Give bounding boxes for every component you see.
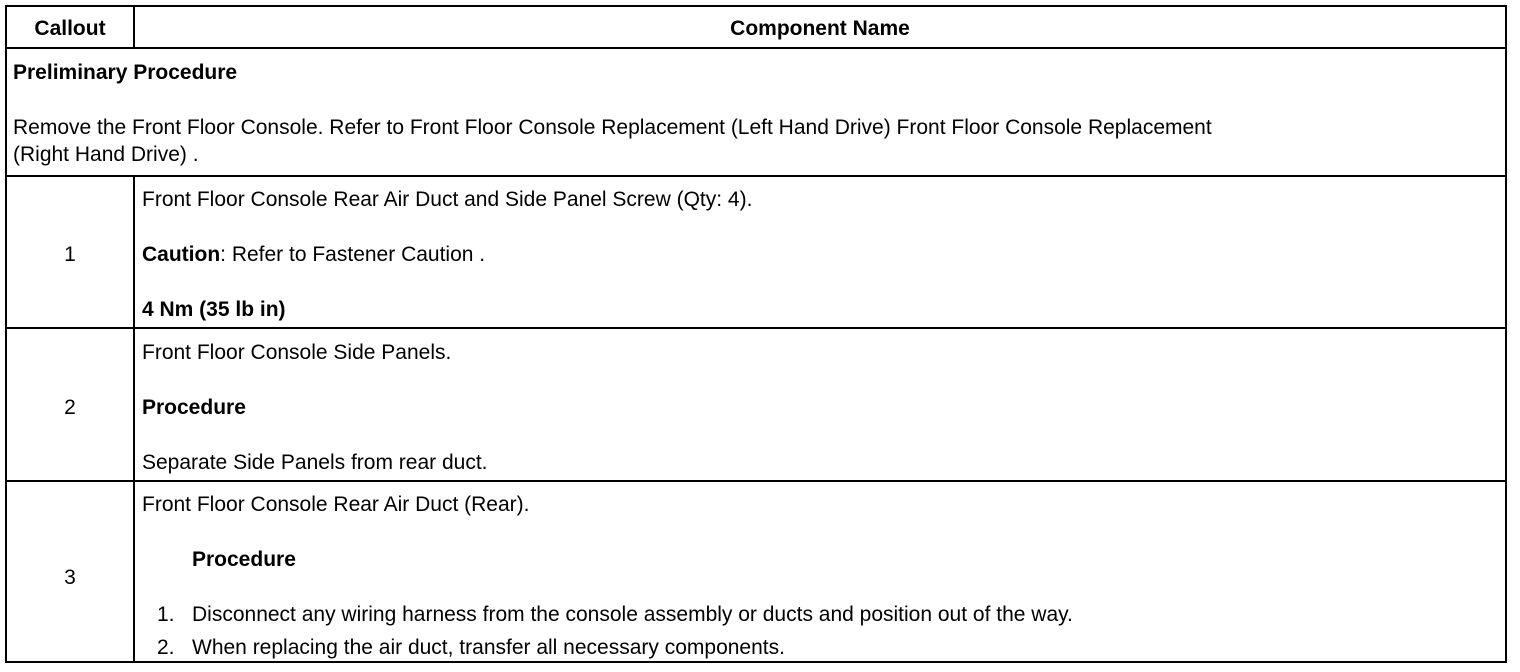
header-divider [7,47,1505,49]
row2-component-name: Front Floor Console Side Panels. [142,341,452,364]
row3-step-1-text: Disconnect any wiring harness from the console assembly or ducts and position out of the way. [192,603,1073,626]
column-divider-row1 [133,176,135,327]
row3-step-2-number: 2. [157,636,175,659]
row3-procedure-label: Procedure [192,548,296,571]
row1-callout: 1 [64,243,76,266]
component-table [5,5,1507,663]
row1-caution-label: Caution [142,243,221,266]
row2-procedure-label: Procedure [142,396,246,419]
preliminary-text-line1: Remove the Front Floor Console. Refer to Front Floor Console Replacement (Left Hand Drive) Front Floor Console Replacement [13,116,1212,139]
row1-component-name: Front Floor Console Rear Air Duct and Side Panel Screw (Qty: 4). [142,188,753,211]
row3-step-1-number: 1. [157,603,175,626]
row1-caution [142,243,485,267]
preliminary-text-line2: (Right Hand Drive) . [13,143,199,166]
row1-caution-text: : Refer to Fastener Caution . [220,243,486,266]
column-divider-row3 [133,481,135,663]
row2-step: Separate Side Panels from rear duct. [142,451,488,474]
row3-step-1 [157,603,1073,627]
preliminary-title: Preliminary Procedure [13,61,238,84]
row2-divider [7,480,1505,482]
row1-divider [7,327,1505,329]
row2-callout: 2 [64,396,76,419]
row3-step-2-text: When replacing the air duct, transfer all necessary components. [192,636,785,659]
row3-component-name: Front Floor Console Rear Air Duct (Rear). [142,493,530,516]
preliminary-divider [7,175,1505,177]
row3-step-2 [157,636,785,660]
column-divider-row2 [133,328,135,480]
header-callout: Callout [34,17,106,40]
header-component-name: Component Name [730,17,910,40]
row1-torque: 4 Nm (35 lb in) [142,298,286,321]
row3-callout: 3 [64,566,76,589]
